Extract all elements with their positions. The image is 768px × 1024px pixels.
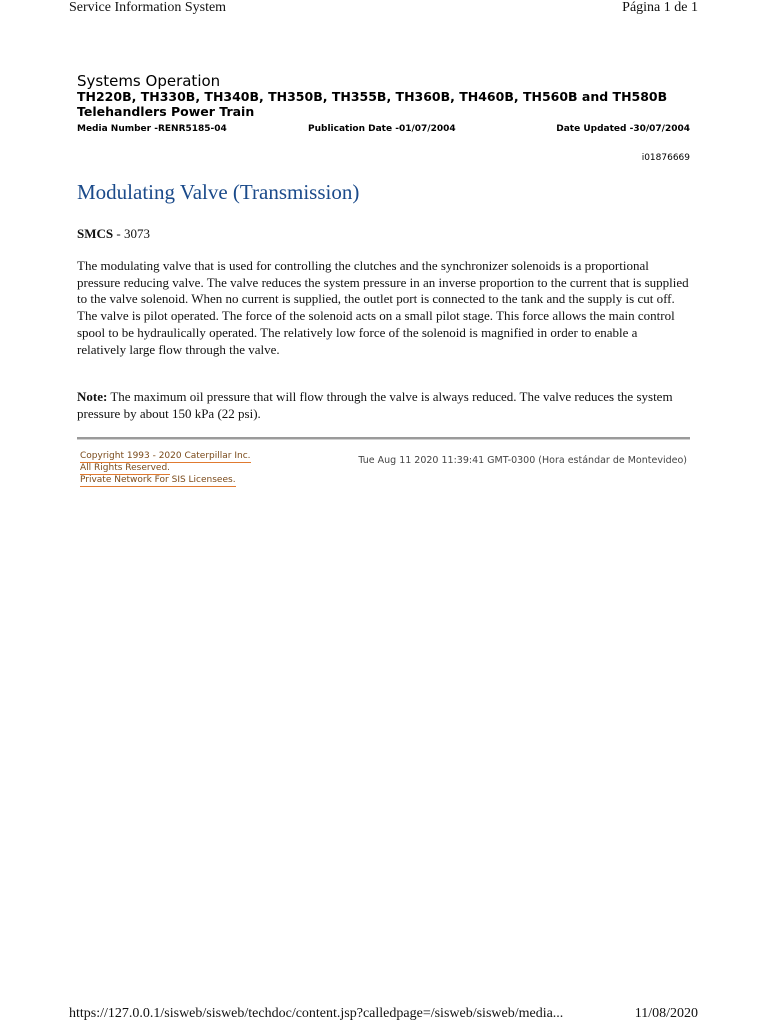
footer-links xyxy=(80,451,251,487)
date-updated: Date Updated -30/07/2004 xyxy=(556,124,690,134)
document-id: i01876669 xyxy=(641,153,690,163)
print-footer xyxy=(69,1006,698,1024)
note-text: The maximum oil pressure that will flow through the valve is always reduced. The valve reduces the system pressure by about 150 kPa (22 psi). xyxy=(77,389,673,421)
document-subtitle: Telehandlers Power Train xyxy=(77,103,255,119)
publication-date: Publication Date -01/07/2004 xyxy=(308,124,456,134)
print-header xyxy=(69,0,698,18)
note-paragraph xyxy=(77,389,689,422)
note-label: Note: xyxy=(77,389,108,404)
media-number: Media Number -RENR5185-04 xyxy=(77,124,227,134)
page-number: Página 1 de 1 xyxy=(622,0,698,15)
smcs-label: SMCS xyxy=(77,226,114,241)
section-name: Systems Operation xyxy=(77,72,221,90)
print-header-title: Service Information System xyxy=(69,0,227,15)
metadata-row xyxy=(77,124,690,138)
page-url: https://127.0.0.1/sisweb/sisweb/techdoc/content.jsp?calledpage=/sisweb/sisweb/media... xyxy=(69,1006,564,1021)
rights-link[interactable]: All Rights Reserved. xyxy=(80,463,171,473)
model-list: TH220B, TH330B, TH340B, TH350B, TH355B, TH360B, TH460B, TH560B and TH580B xyxy=(77,89,668,104)
smcs-code xyxy=(77,226,150,242)
smcs-value: - 3073 xyxy=(113,226,150,241)
generated-timestamp: Tue Aug 11 2020 11:39:41 GMT-0300 (Hora estándar de Montevideo) xyxy=(358,455,687,466)
page-title: Modulating Valve (Transmission) xyxy=(77,180,360,204)
copyright-link[interactable]: Copyright 1993 - 2020 Caterpillar Inc. xyxy=(80,451,251,461)
print-date: 11/08/2020 xyxy=(634,1006,698,1021)
network-link[interactable]: Private Network For SIS Licensees. xyxy=(80,475,236,485)
document-header xyxy=(77,73,690,138)
body-paragraph: The modulating valve that is used for controlling the clutches and the synchronizer solenoids is a proportional pressure reducing valve. The valve reduces the system pressure in an inverse proportion to the current that is supplied to the valve solenoid. When no current is supplied, the outlet port is connected to the tank and the supply is cut off. The valve is pilot operated. The force of the solenoid acts on a small pilot stage. This force allows the main control spool to be hydraulically operated. The relatively low force of the solenoid is magnified in order to enable a relatively large flow through the valve. xyxy=(77,258,689,357)
divider xyxy=(77,437,690,440)
